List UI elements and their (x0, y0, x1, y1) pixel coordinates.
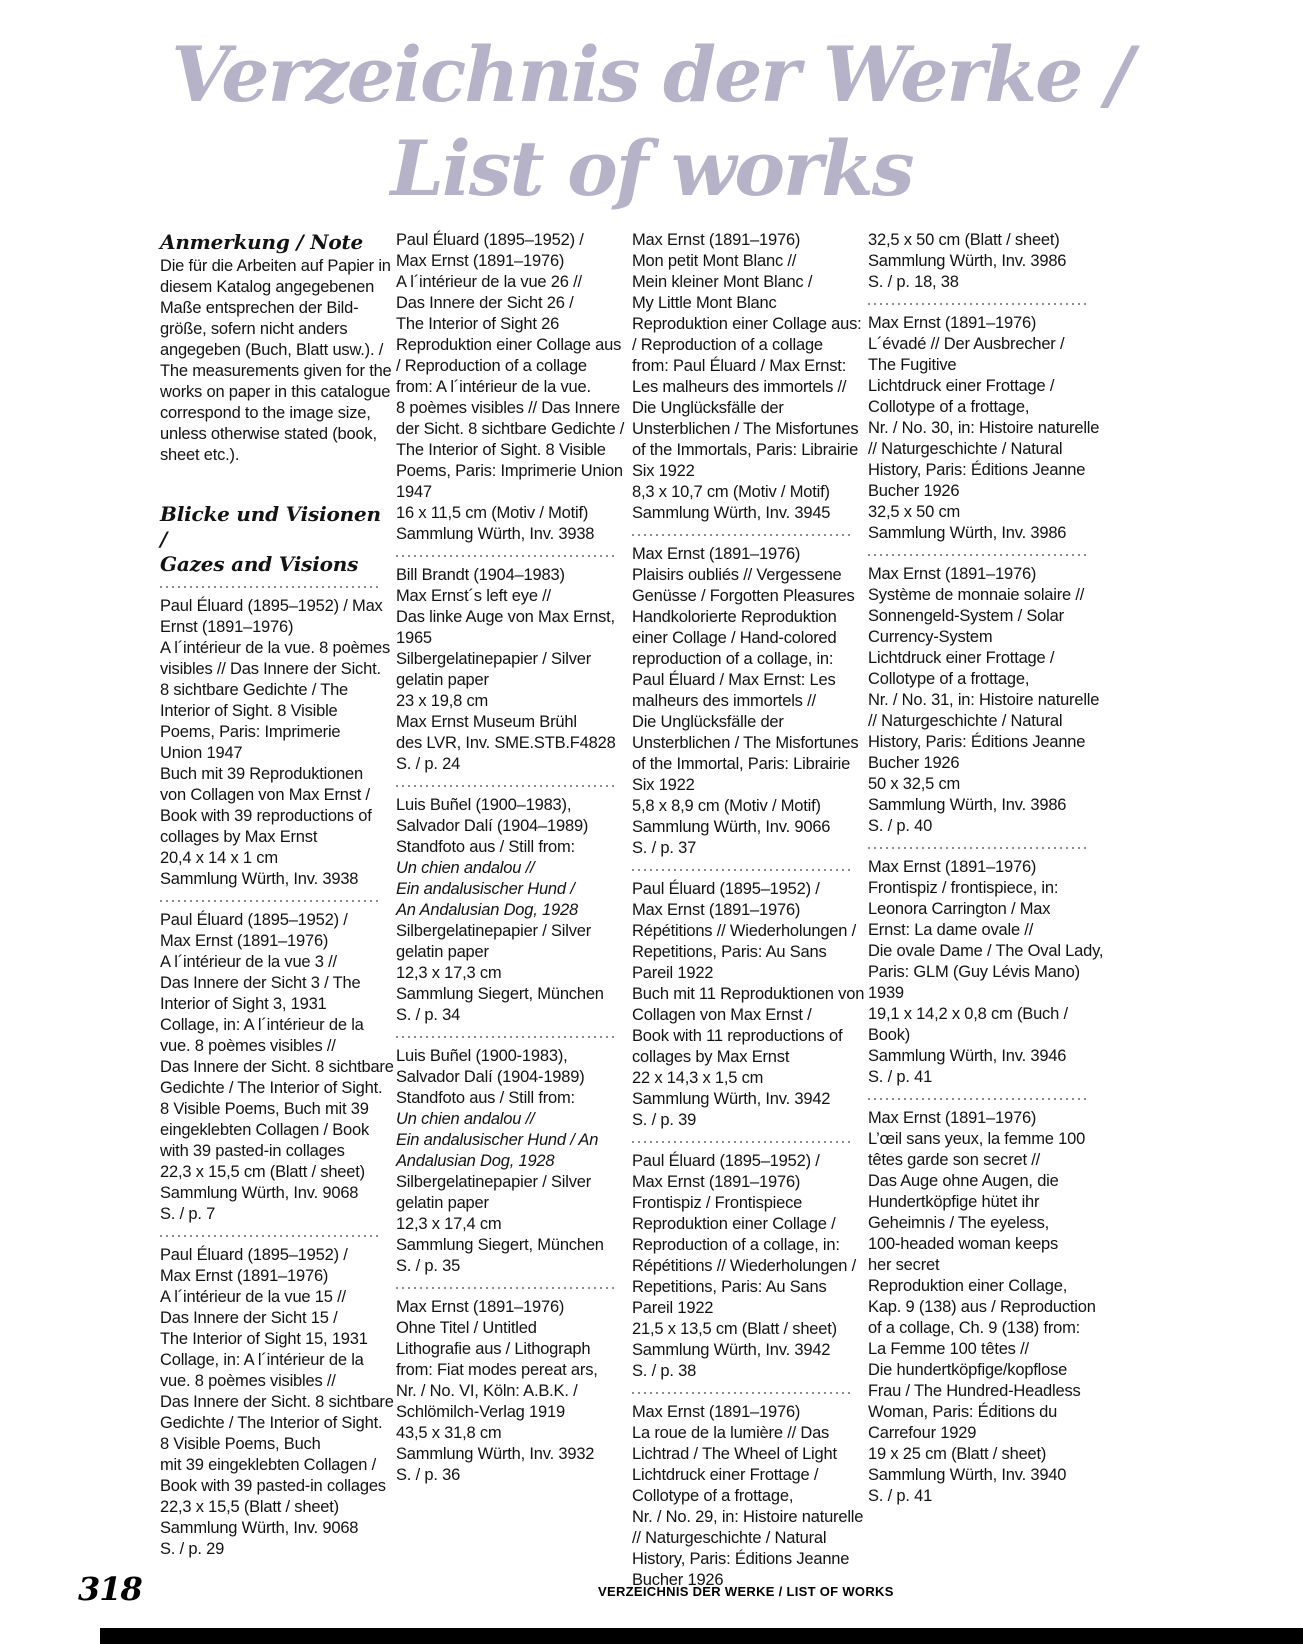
column-2 (396, 230, 625, 1591)
column-4-entries (868, 230, 1104, 1507)
column-3 (632, 230, 865, 1591)
catalog-entry (396, 230, 625, 545)
entry-line: Max Ernst (1891–1976) (632, 901, 801, 919)
entry-line: Das Innere der Sicht 26 / (396, 294, 574, 312)
entry-line: Lichtdruck einer Frottage / (868, 649, 1055, 667)
entry-line: malheurs des immortels // (632, 692, 816, 710)
entry-line: Max Ernst (1891–1976) (868, 858, 1037, 876)
entry-line: The Interior of Sight. 8 Visible (396, 441, 606, 459)
entry-line: Max Ernst (1891–1976) (632, 231, 801, 249)
entry-line: S. / p. 41 (868, 1068, 933, 1086)
entry-line: 100-headed woman keeps (868, 1235, 1059, 1253)
entry-line: // Naturgeschichte / Natural (868, 440, 1063, 458)
entry-line: Buch mit 39 Reproduktionen (160, 765, 364, 783)
entry-line: Das Innere der Sicht 15 / (160, 1309, 338, 1327)
catalog-entry (160, 596, 391, 890)
entry-line: Kap. 9 (138) aus / Reproduction (868, 1298, 1096, 1316)
entry-line: Die hundertköpfige/kopflose (868, 1361, 1068, 1379)
entry-line: Book with 11 reproductions of (632, 1027, 843, 1045)
entry-line: visibles // Das Innere der Sicht. (160, 660, 381, 678)
entry-line: L´évadé // Der Ausbrecher / (868, 335, 1065, 353)
catalog-entry (396, 1046, 618, 1277)
entry-line: Currency-System (868, 628, 993, 646)
entry-line: Standfoto aus / Still from: (396, 838, 575, 856)
catalog-entry (632, 879, 865, 1131)
bottom-edge-bar (100, 1628, 1303, 1644)
entry-line: Max Ernst (1891–1976) (868, 1109, 1037, 1127)
entry-line: 12,3 x 17,3 cm (396, 964, 502, 982)
entry-line: The Interior of Sight 26 (396, 315, 560, 333)
entry-line: des LVR, Inv. SME.STB.F4828 (396, 734, 616, 752)
entry-line: S. / p. 35 (396, 1257, 461, 1275)
entry-line: An Andalusian Dog, 1928 (396, 901, 578, 919)
entry-line: Sammlung Würth, Inv. 9068 (160, 1184, 359, 1202)
catalog-entry (868, 230, 1090, 293)
entry-line: von Collagen von Max Ernst / (160, 786, 370, 804)
entry-line: têtes garde son secret // (868, 1151, 1041, 1169)
entry-line: Sammlung Würth, Inv. 3986 (868, 524, 1067, 542)
entry-divider (632, 534, 854, 536)
entry-line: S. / p. 34 (396, 1006, 461, 1024)
catalog-entry (396, 1297, 618, 1486)
entry-line: My Little Mont Blanc (632, 294, 777, 312)
entry-line: Leonora Carrington / Max (868, 900, 1051, 918)
entry-line: Frau / The Hundred-Headless (868, 1382, 1081, 1400)
entry-line: collages by Max Ernst (160, 828, 318, 846)
entry-divider (160, 586, 382, 588)
entry-line: 8 Visible Poems, Buch mit 39 (160, 1100, 369, 1118)
entry-line: Système de monnaie solaire // (868, 586, 1085, 604)
catalog-entry (396, 795, 618, 1026)
entry-line: Woman, Paris: Éditions du (868, 1403, 1058, 1421)
entry-line: Die für die Arbeiten auf Papier in (160, 257, 391, 275)
entry-line: from: A l´intérieur de la vue. (396, 378, 591, 396)
entry-line: vue. 8 poèmes visibles // (160, 1037, 336, 1055)
entry-line: Luis Buñel (1900-1983), (396, 1047, 568, 1065)
entry-line: History, Paris: Éditions Jeanne (868, 461, 1086, 479)
entry-line: Silbergelatinepapier / Silver (396, 1173, 592, 1191)
entry-line: 20,4 x 14 x 1 cm (160, 849, 278, 867)
column-3-entries (632, 230, 865, 1591)
entry-line: Nr. / No. VI, Köln: A.B.K. / (396, 1382, 578, 1400)
entry-line: Max Ernst (1891–1976) (632, 545, 801, 563)
entry-line: Bill Brandt (1904–1983) (396, 566, 565, 584)
entry-line: Répétitions // Wiederholungen / (632, 1257, 857, 1275)
entry-line: Gedichte / The Interior of Sight. (160, 1414, 383, 1432)
entry-line: Max Ernst (1891–1976) (396, 252, 565, 270)
entry-line: 50 x 32,5 cm (868, 775, 961, 793)
entry-line: Sammlung Siegert, München (396, 1236, 604, 1254)
entry-line: Das Innere der Sicht 3 / The (160, 974, 361, 992)
entry-divider (632, 1141, 854, 1143)
entry-line: A l´intérieur de la vue. 8 poèmes (160, 639, 391, 657)
catalog-entry (868, 1108, 1096, 1507)
entry-line: Les malheurs des immortels // (632, 378, 847, 396)
entry-line: her secret (868, 1256, 940, 1274)
entry-line: Reproduktion einer Collage, (868, 1277, 1068, 1295)
entry-line: / Reproduction of a collage (396, 357, 587, 375)
entry-line: 12,3 x 17,4 cm (396, 1215, 502, 1233)
entry-line: Silbergelatinepapier / Silver (396, 650, 592, 668)
entry-line: 21,5 x 13,5 cm (Blatt / sheet) (632, 1320, 837, 1338)
catalog-entry (868, 857, 1104, 1088)
entry-line: Book with 39 reproductions of (160, 807, 372, 825)
entry-line: Schlömilch-Verlag 1919 (396, 1403, 565, 1421)
entry-line: Die Unglücksfälle der (632, 399, 784, 417)
entry-line: Mon petit Mont Blanc // (632, 252, 797, 270)
entry-line: Collage, in: A l´intérieur de la (160, 1351, 364, 1369)
entry-line: gelatin paper (396, 1194, 489, 1212)
entry-line: S. / p. 41 (868, 1487, 933, 1505)
entry-line: Lithografie aus / Lithograph (396, 1340, 591, 1358)
column-1-entries (160, 596, 394, 1560)
entry-line: Sammlung Würth, Inv. 9066 (632, 818, 831, 836)
catalog-entry (160, 910, 394, 1225)
entry-line: works on paper in this catalogue (160, 383, 391, 401)
entry-line: L’œil sans yeux, la femme 100 (868, 1130, 1086, 1148)
catalog-entry (396, 565, 618, 775)
entry-line: Un chien andalou // (396, 859, 535, 877)
entry-line: Nr. / No. 29, in: Histoire naturelle (632, 1508, 864, 1526)
entry-line: Das Auge ohne Augen, die (868, 1172, 1059, 1190)
entry-line: Ein andalusischer Hund / An (396, 1131, 599, 1149)
catalog-entry (632, 1151, 857, 1382)
entry-line: einer Collage / Hand-colored (632, 629, 837, 647)
entry-line: Max Ernst (1891–1976) (632, 1173, 801, 1191)
entry-line: Repetitions, Paris: Au Sans (632, 1278, 827, 1296)
entry-line: Sammlung Würth, Inv. 9068 (160, 1519, 359, 1537)
entry-line: Andalusian Dog, 1928 (396, 1152, 555, 1170)
entry-line: S. / p. 39 (632, 1111, 697, 1129)
entry-line: Die Unglücksfälle der (632, 713, 784, 731)
column-2-entries (396, 230, 625, 1486)
entry-line: S. / p. 40 (868, 817, 933, 835)
entry-line: größe, sofern nicht anders (160, 320, 348, 338)
section-heading-line-2: Gazes and Visions (160, 552, 359, 576)
entry-line: Reproduktion einer Collage aus: (632, 315, 862, 333)
entry-line: S. / p. 29 (160, 1540, 225, 1558)
page-number: 318 (78, 1570, 142, 1608)
entry-line: 23 x 19,8 cm (396, 692, 489, 710)
entry-line: gelatin paper (396, 943, 489, 961)
entry-line: Nr. / No. 30, in: Histoire naturelle (868, 419, 1100, 437)
entry-line: S. / p. 18, 38 (868, 273, 959, 291)
entry-line: Max Ernst (1891–1976) (868, 314, 1037, 332)
entry-line: S. / p. 36 (396, 1466, 461, 1484)
entry-line: 1939 (868, 984, 904, 1002)
entry-line: reproduction of a collage, in: (632, 650, 834, 668)
running-footer-title: VERZEICHNIS DER WERKE / LIST OF WORKS (598, 1584, 894, 1599)
note-heading: Anmerkung / Note (160, 230, 364, 254)
entry-line: Reproduction of a collage, in: (632, 1236, 840, 1254)
entry-line: S. / p. 24 (396, 755, 461, 773)
entry-line: Bucher 1926 (632, 1571, 724, 1589)
entry-line: Standfoto aus / Still from: (396, 1089, 575, 1107)
entry-line: 1947 (396, 483, 432, 501)
entry-line: Max Ernst (1891–1976) (160, 932, 329, 950)
entry-line: Handkolorierte Reproduktion (632, 608, 837, 626)
entry-line: Sammlung Würth, Inv. 3986 (868, 796, 1067, 814)
entry-divider (396, 1036, 618, 1038)
entry-line: angegeben (Buch, Blatt usw.). / (160, 341, 384, 359)
entry-line: Das Innere der Sicht. 8 sichtbare (160, 1393, 394, 1411)
entry-line: Max Ernst (1891–1976) (160, 1267, 329, 1285)
entry-line: Hundertköpfige hütet ihr (868, 1193, 1040, 1211)
entry-line: A l´intérieur de la vue 3 // (160, 953, 337, 971)
entry-divider (396, 785, 618, 787)
catalog-entry (632, 230, 862, 524)
entry-line: Book) (868, 1026, 911, 1044)
entry-line: Paul Éluard (1895–1952) / (160, 1246, 348, 1264)
entry-line: Paul Éluard (1895–1952) / (396, 231, 584, 249)
entry-line: Collagen von Max Ernst / (632, 1006, 812, 1024)
entry-line: Das linke Auge von Max Ernst, (396, 608, 615, 626)
entry-line: Max Ernst Museum Brühl (396, 713, 577, 731)
entry-line: A l´intérieur de la vue 26 // (396, 273, 582, 291)
entry-line: Carrefour 1929 (868, 1424, 977, 1442)
entry-line: eingeklebten Collagen / Book (160, 1121, 370, 1139)
entry-line: correspond to the image size, (160, 404, 371, 422)
entry-line: Reproduktion einer Collage / (632, 1215, 836, 1233)
catalog-entry (160, 1245, 394, 1560)
entry-line: Collage, in: A l´intérieur de la (160, 1016, 364, 1034)
entry-line: 1965 (396, 629, 432, 647)
entry-line: Interior of Sight 3, 1931 (160, 995, 327, 1013)
entry-line: The Fugitive (868, 356, 957, 374)
entry-line: Lichtdruck einer Frottage / (632, 1466, 819, 1484)
entry-line: The Interior of Sight 15, 1931 (160, 1330, 368, 1348)
entry-line: Frontispiz / Frontispiece (632, 1194, 803, 1212)
entry-line: // Naturgeschichte / Natural (868, 712, 1063, 730)
entry-line: Union 1947 (160, 744, 243, 762)
entry-line: Sammlung Siegert, München (396, 985, 604, 1003)
catalog-entry (632, 1402, 864, 1591)
entry-line: Reproduktion einer Collage aus (396, 336, 622, 354)
entry-line: Frontispiz / frontispiece, in: (868, 879, 1059, 897)
entry-line: Six 1922 (632, 776, 695, 794)
entry-line: 32,5 x 50 cm (Blatt / sheet) (868, 231, 1060, 249)
entry-line: Interior of Sight. 8 Visible (160, 702, 338, 720)
entry-line: Bucher 1926 (868, 754, 960, 772)
entry-line: Sammlung Würth, Inv. 3938 (396, 525, 595, 543)
entry-line: Collotype of a frottage, (632, 1487, 794, 1505)
entry-line: Sammlung Würth, Inv. 3932 (396, 1445, 595, 1463)
entry-line: 19,1 x 14,2 x 0,8 cm (Buch / (868, 1005, 1068, 1023)
entry-line: Gedichte / The Interior of Sight. (160, 1079, 383, 1097)
section-heading-line-1: Blicke und Visionen / (160, 502, 381, 551)
column-1 (160, 230, 394, 1591)
entry-line: gelatin paper (396, 671, 489, 689)
entry-line: La roue de la lumière // Das (632, 1424, 830, 1442)
entry-line: 22 x 14,3 x 1,5 cm (632, 1069, 764, 1087)
entry-line: Paul Éluard (1895–1952) / Max (160, 597, 383, 615)
section-heading (160, 502, 382, 577)
entry-line: Pareil 1922 (632, 1299, 714, 1317)
entry-line: 8 sichtbare Gedichte / The (160, 681, 349, 699)
entry-divider (632, 869, 854, 871)
entry-line: Genüsse / Forgotten Pleasures (632, 587, 855, 605)
entry-line: Sammlung Würth, Inv. 3940 (868, 1466, 1067, 1484)
catalog-entry (868, 313, 1100, 544)
entry-line: Salvador Dalí (1904-1989) (396, 1068, 585, 1086)
entry-line: Paris: GLM (Guy Lévis Mano) (868, 963, 1080, 981)
entry-line: Sonnengeld-System / Solar (868, 607, 1064, 625)
entry-line: Sammlung Würth, Inv. 3942 (632, 1090, 831, 1108)
entry-line: Six 1922 (632, 462, 695, 480)
entry-line: Pareil 1922 (632, 964, 714, 982)
entry-line: 8 poèmes visibles // Das Innere (396, 399, 620, 417)
entry-line: Unsterblichen / The Misfortunes (632, 420, 859, 438)
entry-divider (632, 1392, 854, 1394)
note-text (160, 256, 392, 466)
entry-line: History, Paris: Éditions Jeanne (632, 1550, 850, 1568)
entry-line: Ohne Titel / Untitled (396, 1319, 537, 1337)
entry-line: collages by Max Ernst (632, 1048, 790, 1066)
entry-line: Luis Buñel (1900–1983), (396, 796, 572, 814)
note-block (160, 230, 392, 466)
entry-line: with 39 pasted-in collages (160, 1142, 345, 1160)
entry-line: Paul Éluard (1895–1952) / (632, 880, 820, 898)
entry-line: unless otherwise stated (book, (160, 425, 377, 443)
entry-line: of a collage, Ch. 9 (138) from: (868, 1319, 1081, 1337)
catalog-entry (868, 564, 1100, 837)
entry-line: Un chien andalou // (396, 1110, 535, 1128)
entry-line: Poems, Paris: Imprimerie Union (396, 462, 623, 480)
entry-line: S. / p. 38 (632, 1362, 697, 1380)
entry-line: Lichtrad / The Wheel of Light (632, 1445, 837, 1463)
entry-line: Unsterblichen / The Misfortunes (632, 734, 859, 752)
entry-line: La Femme 100 têtes // (868, 1340, 1029, 1358)
catalog-columns (160, 230, 1160, 1591)
entry-line: Ernst (1891–1976) (160, 618, 294, 636)
entry-line: 8,3 x 10,7 cm (Motiv / Motif) (632, 483, 830, 501)
entry-divider (396, 555, 618, 557)
entry-line: Collotype of a frottage, (868, 670, 1030, 688)
entry-line: Buch mit 11 Reproduktionen von (632, 985, 865, 1003)
entry-line: Ernst: La dame ovale // (868, 921, 1034, 939)
entry-line: Max Ernst (1891–1976) (868, 565, 1037, 583)
entry-line: Nr. / No. 31, in: Histoire naturelle (868, 691, 1100, 709)
entry-line: S. / p. 7 (160, 1205, 216, 1223)
entry-line: Ein andalusischer Hund / (396, 880, 575, 898)
entry-line: Bucher 1926 (868, 482, 960, 500)
entry-line: Book with 39 pasted-in collages (160, 1477, 386, 1495)
entry-line: Sammlung Würth, Inv. 3945 (632, 504, 831, 522)
entry-line: Poems, Paris: Imprimerie (160, 723, 341, 741)
entry-line: // Naturgeschichte / Natural (632, 1529, 827, 1547)
page-title (0, 28, 1303, 216)
entry-divider (160, 900, 382, 902)
entry-line: 22,3 x 15,5 (Blatt / sheet) (160, 1498, 339, 1516)
entry-line: Max Ernst´s left eye // (396, 587, 551, 605)
entry-line: S. / p. 37 (632, 839, 697, 857)
entry-line: Max Ernst (1891–1976) (396, 1298, 565, 1316)
entry-line: Geheimnis / The eyeless, (868, 1214, 1050, 1232)
entry-line: Repetitions, Paris: Au Sans (632, 943, 827, 961)
entry-line: diesem Katalog angegebenen (160, 278, 375, 296)
entry-line: Plaisirs oubliés // Vergessene (632, 566, 842, 584)
entry-line: Sammlung Würth, Inv. 3946 (868, 1047, 1067, 1065)
entry-line: 22,3 x 15,5 cm (Blatt / sheet) (160, 1163, 365, 1181)
entry-line: / Reproduction of a collage (632, 336, 823, 354)
entry-line: Sammlung Würth, Inv. 3942 (632, 1341, 831, 1359)
entry-line: History, Paris: Éditions Jeanne (868, 733, 1086, 751)
entry-line: Sammlung Würth, Inv. 3938 (160, 870, 359, 888)
entry-line: 5,8 x 8,9 cm (Motiv / Motif) (632, 797, 821, 815)
entry-line: sheet etc.). (160, 446, 240, 464)
entry-line: Lichtdruck einer Frottage / (868, 377, 1055, 395)
entry-line: Répétitions // Wiederholungen / (632, 922, 857, 940)
entry-line: of the Immortals, Paris: Librairie (632, 441, 859, 459)
entry-line: 32,5 x 50 cm (868, 503, 961, 521)
entry-divider (868, 1098, 1090, 1100)
page-title-line-2: List of works (390, 124, 913, 213)
entry-line: der Sicht. 8 sichtbare Gedichte / (396, 420, 625, 438)
entry-line: Paul Éluard / Max Ernst: Les (632, 671, 836, 689)
entry-divider (396, 1287, 618, 1289)
entry-divider (868, 303, 1090, 305)
entry-line: Mein kleiner Mont Blanc / (632, 273, 813, 291)
entry-divider (868, 554, 1090, 556)
entry-line: Collotype of a frottage, (868, 398, 1030, 416)
entry-line: Silbergelatinepapier / Silver (396, 922, 592, 940)
entry-line: vue. 8 poèmes visibles // (160, 1372, 336, 1390)
entry-line: Max Ernst (1891–1976) (632, 1403, 801, 1421)
entry-divider (868, 847, 1090, 849)
column-4 (868, 230, 1104, 1591)
catalog-entry (632, 544, 859, 859)
entry-line: Maße entsprechen der Bild- (160, 299, 359, 317)
entry-divider (160, 1235, 382, 1237)
entry-line: Paul Éluard (1895–1952) / (632, 1152, 820, 1170)
page-title-line-1: Verzeichnis der Werke / (171, 30, 1132, 119)
entry-line: A l´intérieur de la vue 15 // (160, 1288, 346, 1306)
entry-line: Die ovale Dame / The Oval Lady, (868, 942, 1104, 960)
entry-line: Salvador Dalí (1904–1989) (396, 817, 589, 835)
entry-line: mit 39 eingeklebten Collagen / (160, 1456, 376, 1474)
entry-line: Sammlung Würth, Inv. 3986 (868, 252, 1067, 270)
entry-line: of the Immortal, Paris: Librairie (632, 755, 851, 773)
entry-line: The measurements given for the (160, 362, 392, 380)
entry-line: 8 Visible Poems, Buch (160, 1435, 321, 1453)
entry-line: 43,5 x 31,8 cm (396, 1424, 502, 1442)
entry-line: from: Fiat modes pereat ars, (396, 1361, 598, 1379)
entry-line: Das Innere der Sicht. 8 sichtbare (160, 1058, 394, 1076)
entry-line: Paul Éluard (1895–1952) / (160, 911, 348, 929)
entry-line: 19 x 25 cm (Blatt / sheet) (868, 1445, 1047, 1463)
entry-line: from: Paul Éluard / Max Ernst: (632, 357, 847, 375)
entry-line: 16 x 11,5 cm (Motiv / Motif) (396, 504, 589, 522)
